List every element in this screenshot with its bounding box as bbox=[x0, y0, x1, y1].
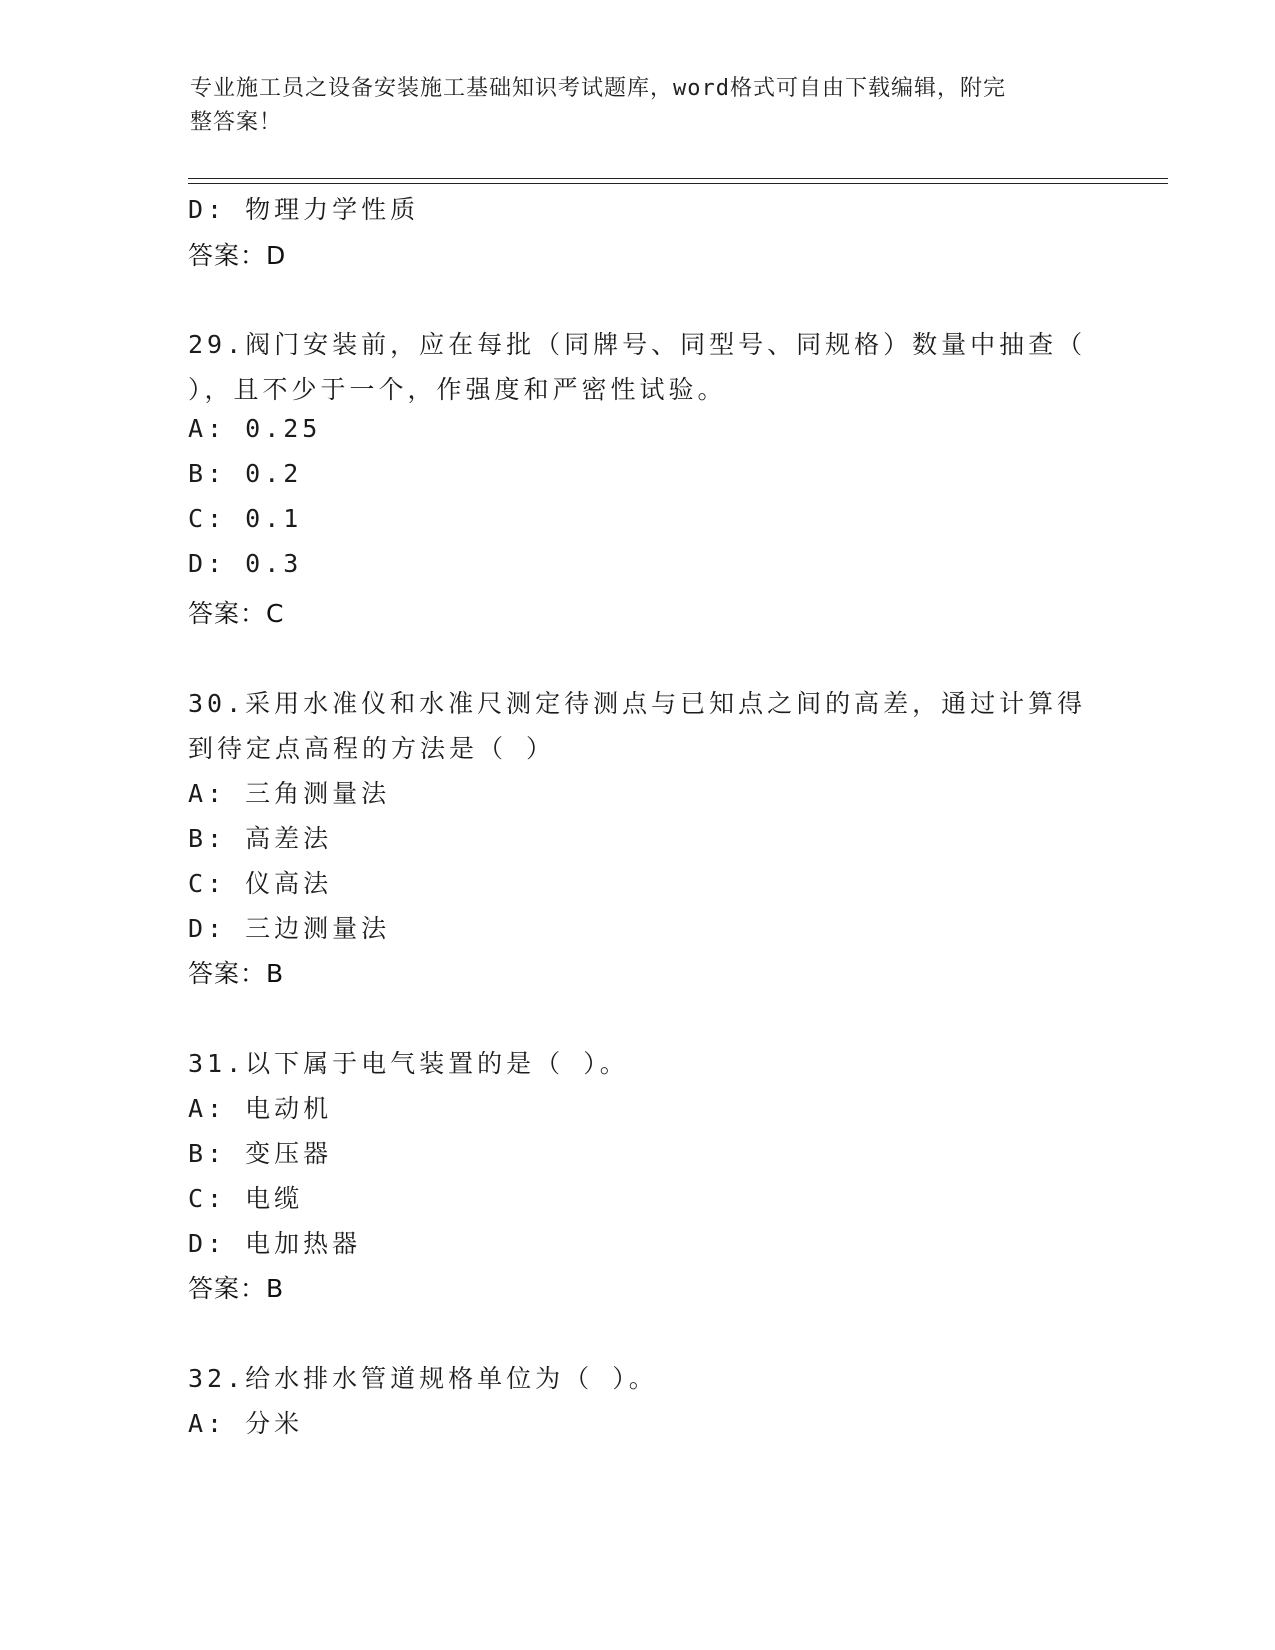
q29-stem-line-2: ），且不少于一个，作强度和严密性试验。 bbox=[188, 375, 727, 404]
q29-answer: 答案：C bbox=[188, 599, 285, 628]
q29-option-d: D: 0.3 bbox=[188, 549, 303, 578]
q30-option-a: A: 三角测量法 bbox=[188, 779, 391, 808]
q30-stem-line-1: 30.采用水准仪和水准尺测定待测点与已知点之间的高差，通过计算得 bbox=[188, 689, 1087, 718]
q29-option-a: A: 0.25 bbox=[188, 414, 322, 443]
q30-option-b: B: 高差法 bbox=[188, 824, 333, 853]
q29-stem-line-1: 29.阀门安装前，应在每批（同牌号、同型号、同规格）数量中抽查（ bbox=[188, 330, 1087, 359]
document-header bbox=[190, 72, 1090, 140]
q30-option-d: D: 三边测量法 bbox=[188, 914, 391, 943]
q32-option-a: A: 分米 bbox=[188, 1409, 304, 1438]
q29-option-b: B: 0.2 bbox=[188, 459, 303, 488]
q32-stem-line-1: 32.给水排水管道规格单位为（ ）。 bbox=[188, 1364, 658, 1393]
header-line-1: 专业施工员之设备安装施工基础知识考试题库，word格式可自由下载编辑，附完 bbox=[190, 76, 1006, 101]
header-divider-bottom bbox=[188, 183, 1168, 184]
q31-option-b: B: 变压器 bbox=[188, 1139, 333, 1168]
q31-answer: 答案：B bbox=[188, 1274, 285, 1303]
prev-option-d: D: 物理力学性质 bbox=[188, 195, 420, 224]
q31-option-a: A: 电动机 bbox=[188, 1094, 333, 1123]
q30-answer: 答案：B bbox=[188, 959, 285, 988]
q30-stem-line-2: 到待定点高程的方法是（ ） bbox=[188, 734, 556, 763]
header-divider-top bbox=[188, 178, 1168, 179]
prev-answer: 答案：D bbox=[188, 241, 287, 270]
q29-option-c: C: 0.1 bbox=[188, 504, 303, 533]
q31-stem-line-1: 31.以下属于电气装置的是（ ）。 bbox=[188, 1049, 629, 1078]
q30-option-c: C: 仪高法 bbox=[188, 869, 333, 898]
q31-option-d: D: 电加热器 bbox=[188, 1229, 362, 1258]
q31-option-c: C: 电缆 bbox=[188, 1184, 304, 1213]
header-line-2: 整答案！ bbox=[190, 110, 283, 135]
